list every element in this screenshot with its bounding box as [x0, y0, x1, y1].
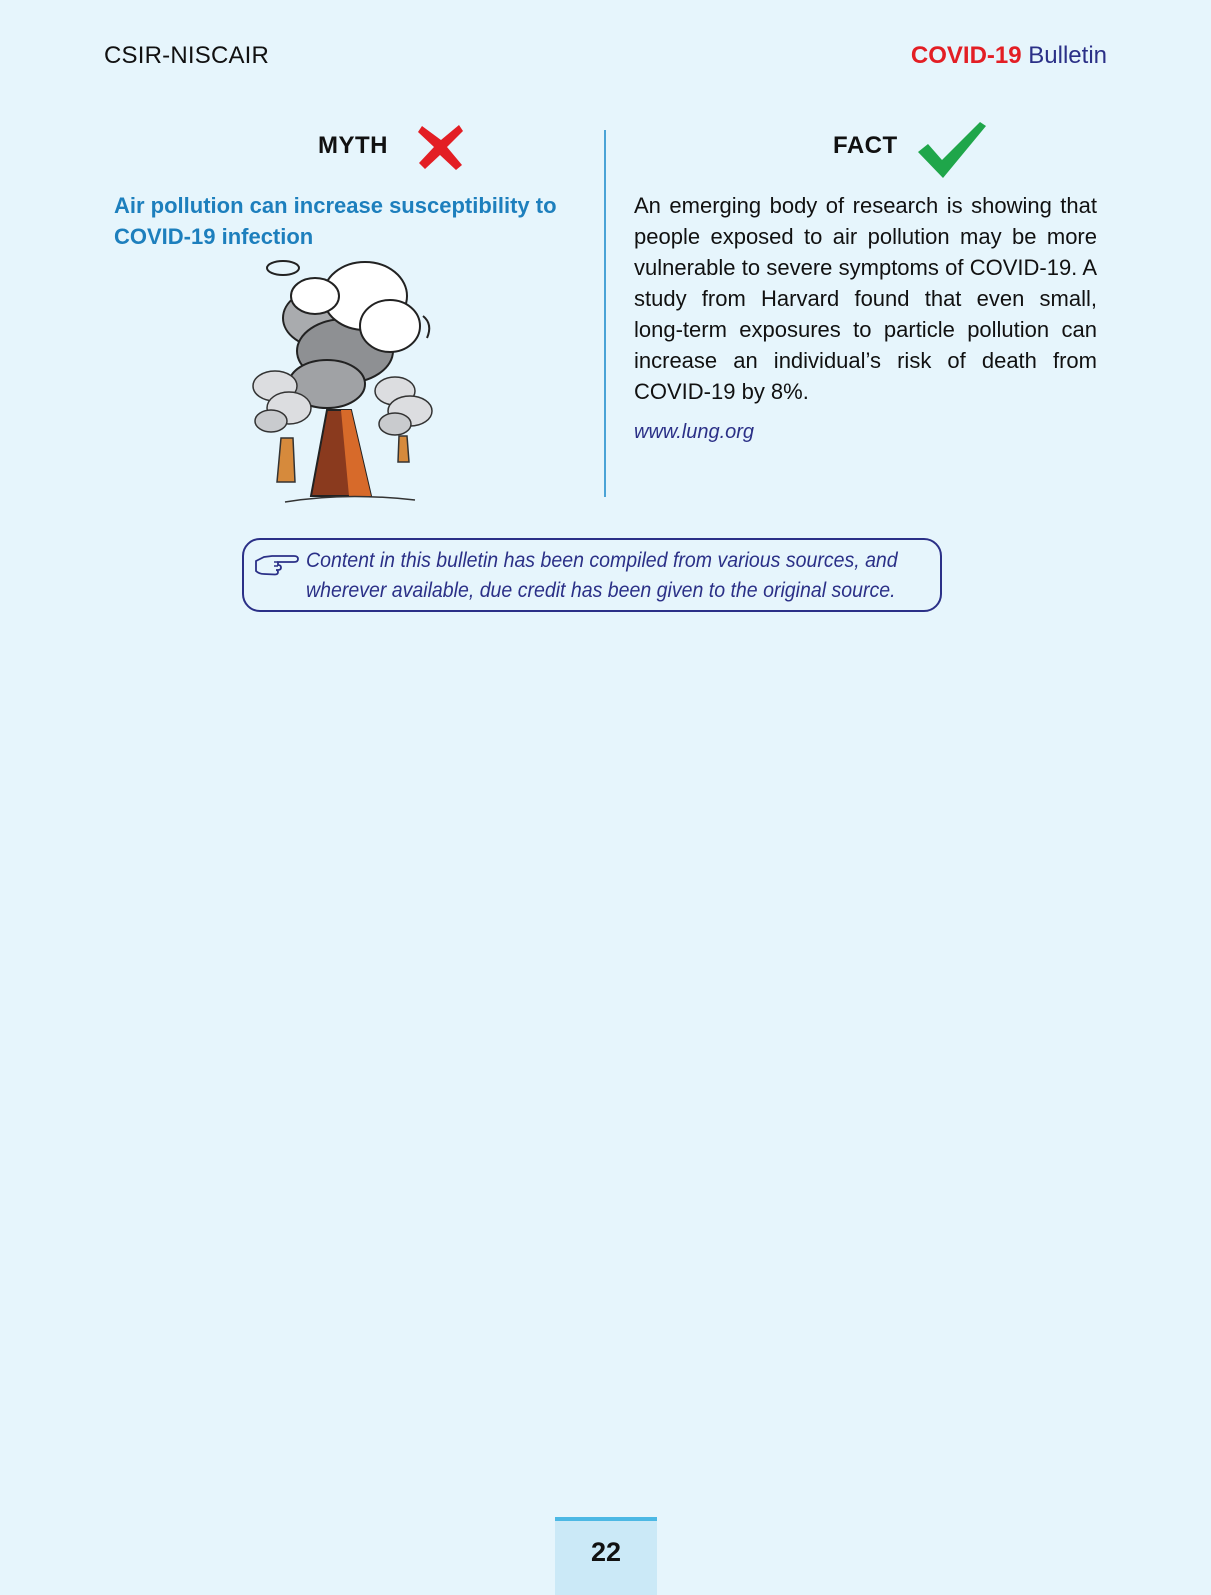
- green-check-icon: [916, 120, 988, 182]
- myth-heading: MYTH: [318, 132, 388, 159]
- disclaimer-line-2: wherever available, due credit has been given to the original source.: [306, 579, 896, 602]
- pointing-hand-icon: [254, 552, 300, 576]
- page-number: 22: [590, 1537, 622, 1567]
- factory-chimney-smoke-illustration: [245, 256, 455, 516]
- disclaimer-text: [306, 546, 898, 606]
- header-org: CSIR-NISCAIR: [104, 42, 270, 69]
- fact-heading: FACT: [833, 132, 898, 159]
- header-bulletin-title: [911, 42, 1107, 70]
- red-cross-icon: [416, 122, 466, 172]
- disclaimer-line-1: Content in this bulletin has been compiled from various sources, and: [306, 549, 898, 572]
- page-number-tab: [555, 1517, 657, 1595]
- myth-statement: Air pollution can increase susceptibility to COVID-19 infection: [114, 193, 557, 249]
- fact-source-link[interactable]: www.lung.org: [634, 421, 755, 443]
- header-covid-label: COVID-19: [910, 42, 1022, 69]
- fact-statement: An emerging body of research is showing that people exposed to air pollution may be more vulnerable to severe symptoms of COVID-19. A study from Harvard found that even small, long-term exposures to particle pollution can increase an individual’s risk of death from COVID-19 by 8%.: [634, 193, 1097, 404]
- disclaimer-box: [242, 538, 942, 612]
- header-bulletin-label: Bulletin: [1028, 42, 1107, 69]
- column-divider: [604, 130, 606, 497]
